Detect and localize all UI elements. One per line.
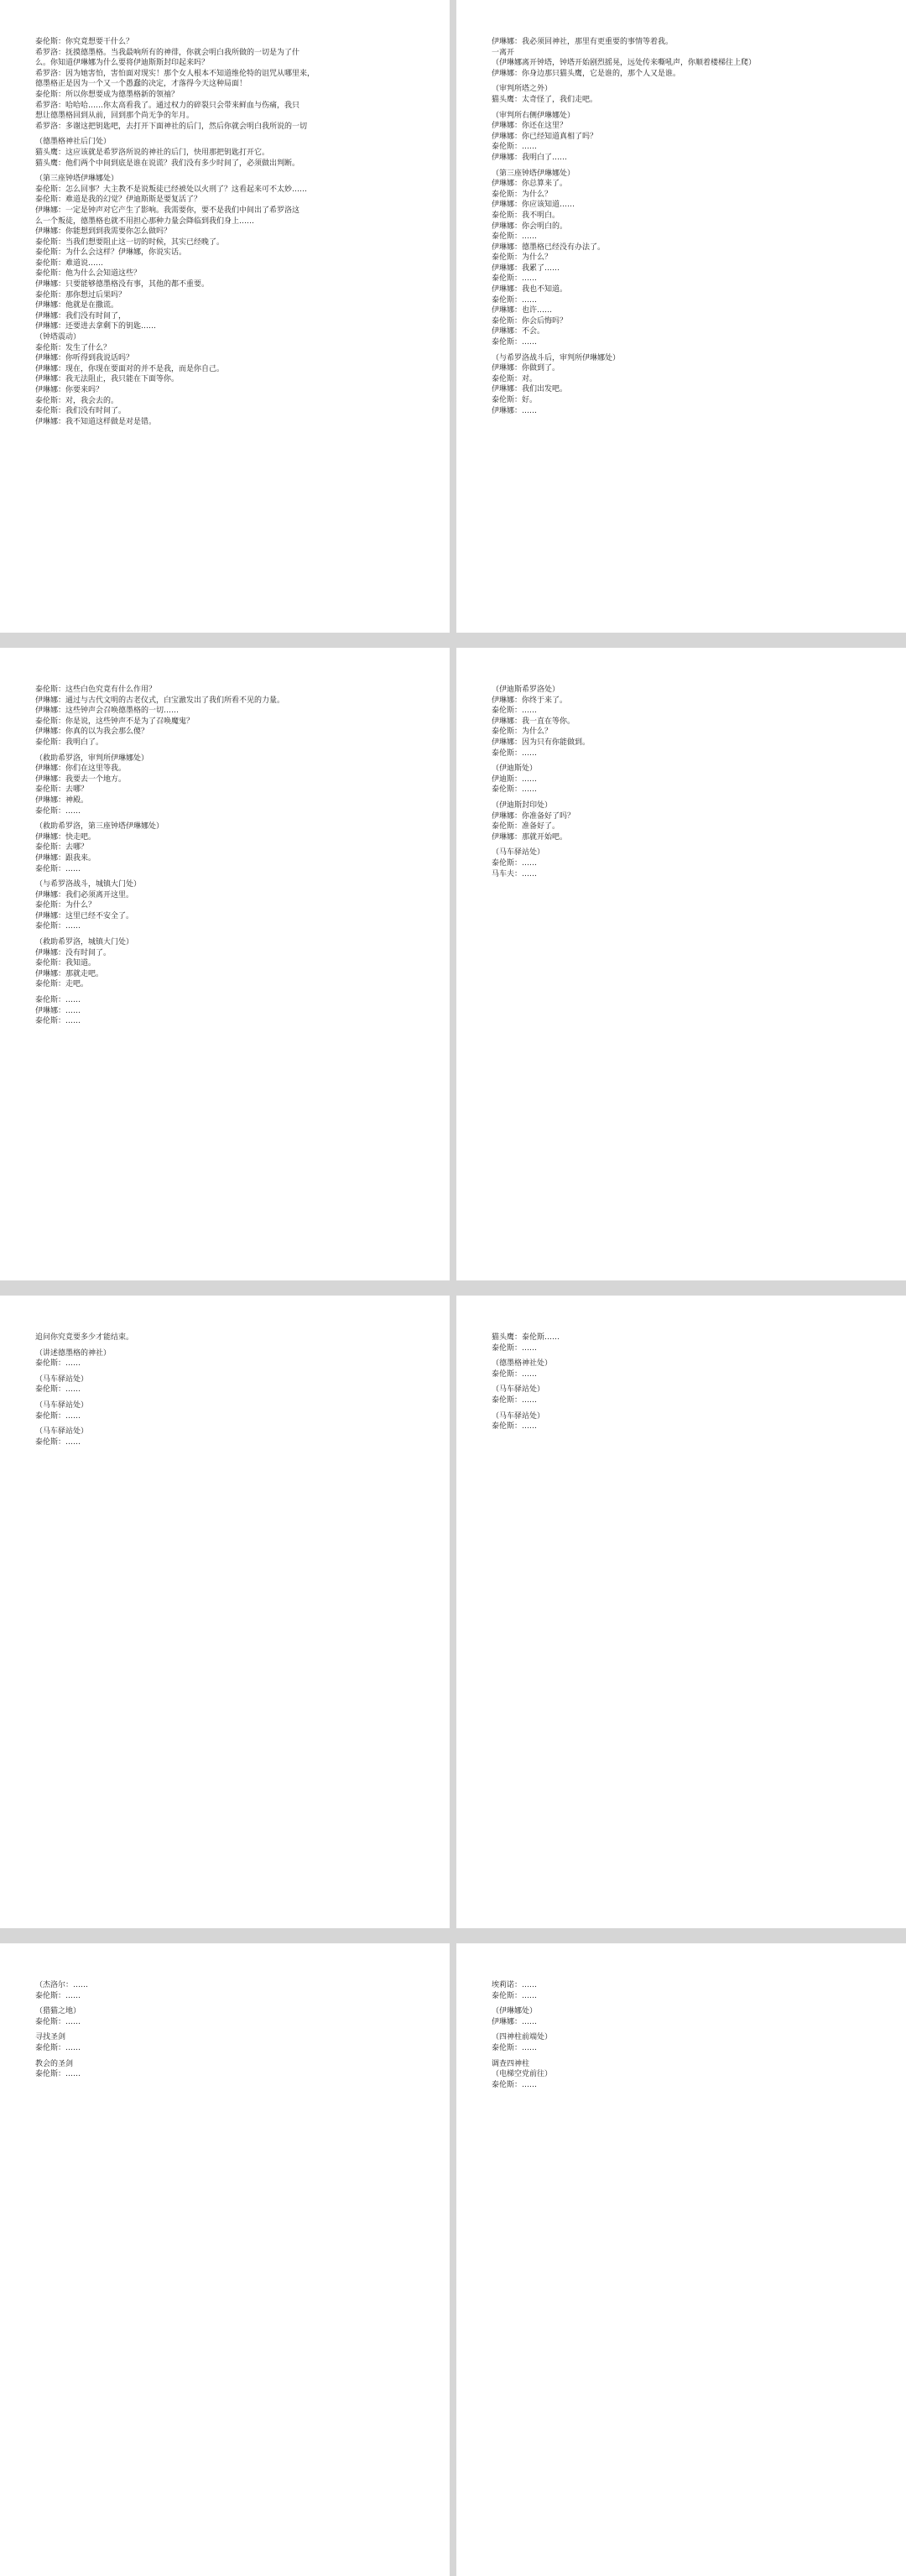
text-line: 伊琳娜：我们没有时间了，	[35, 311, 127, 321]
text-line: （第三座钟塔伊琳娜处）	[35, 175, 119, 184]
text-line: 泰伦斯：……	[492, 1422, 538, 1431]
text-line: 伊琳娜：我必须回神社，那里有更重要的事情等着我。	[492, 38, 674, 46]
text-line: 泰伦斯：你会后悔吗？	[492, 316, 568, 326]
page-text	[35, 1332, 414, 1447]
text-line: 泰伦斯：……	[492, 143, 538, 152]
text-line: 希罗洛：哈哈哈……你太高看我了。通过权力的碎裂只会带来鲜血与伤痛，我只	[35, 101, 300, 110]
text-line: 伊琳娜：跟我来。	[35, 853, 96, 863]
text-line: 泰伦斯：好。	[492, 396, 538, 404]
text-line: 追问你究竟要多少才能结束。	[35, 1333, 134, 1342]
text-line: 伊琳娜：你做到了。	[492, 364, 560, 373]
page-text	[35, 1980, 414, 2080]
text-line: 泰伦斯：为什么会这样？伊琳娜，你说实话。	[35, 248, 187, 258]
text-line: 伊琳娜：你要来吗？	[35, 386, 104, 394]
text-line: 泰伦斯：……	[35, 864, 81, 873]
text-line: 伊琳娜：你们在这里等我。	[35, 764, 127, 774]
text-line: 伊琳娜：我们出发吧。	[492, 385, 568, 394]
text-line: 泰伦斯：我们没有时间了。	[35, 407, 127, 416]
text-line: 伊琳娜：你真的以为我会那么傻？	[35, 727, 149, 737]
text-line: 泰伦斯：……	[492, 785, 538, 795]
text-line: 伊琳娜：你终于来了。	[492, 696, 568, 705]
text-line: （马车驿站处）	[35, 1374, 89, 1384]
text-line: 泰伦斯：我明白了。	[35, 738, 104, 747]
text-line: 马车夫：……	[492, 869, 538, 879]
text-line: 伊琳娜：快走吧。	[35, 832, 96, 842]
text-line: （审判所右侧伊琳娜处）	[492, 111, 575, 120]
text-line: 德墨格正是因为一个又一个愚蠢的决定，才落得今天这种局面！	[35, 80, 247, 89]
text-line: 猫头鹰：他们两个中间到底是谁在说谎？我们没有多少时间了，必须做出判断。	[35, 159, 300, 168]
text-line: 泰伦斯：……	[492, 338, 538, 347]
text-line: （审判所塔之外）	[492, 85, 553, 94]
text-line: （德墨格神社处）	[492, 1359, 553, 1369]
page-text	[35, 37, 414, 427]
text-line: 伊琳娜：我一直在等你。	[492, 717, 575, 726]
text-line: 伊琳娜：那就走吧。	[35, 969, 104, 978]
text-line: 伊琳娜：你听得到我说话吗？	[35, 354, 134, 363]
text-line: （钟塔震动）	[35, 333, 81, 342]
text-line: 伊琳娜：神殿。	[35, 795, 89, 805]
text-line: 泰伦斯：你究竟想要干什么？	[35, 38, 134, 46]
text-line: （德墨格神社后门处）	[35, 138, 112, 147]
text-line: 伊琳娜：德墨格已经没有办法了。	[492, 242, 606, 252]
text-line: 泰伦斯：……	[492, 295, 538, 305]
text-line: （四神柱前端处）	[492, 2033, 553, 2042]
text-line: （与希罗洛战斗后，审判所伊琳娜处）	[492, 353, 621, 362]
text-line: （猎猫之地）	[35, 2007, 81, 2016]
text-line: （电梯空党前往）	[492, 2070, 553, 2079]
text-line: 泰伦斯：难道是我的幻觉？伊迪斯斯是要复活了？	[35, 196, 202, 205]
text-line: 猫头鹰：太奇怪了，我们走吧。	[492, 95, 598, 104]
text-line: 伊琳娜：这些钟声会召唤德墨格的一切……	[35, 707, 180, 716]
text-line: 泰伦斯：去哪？	[35, 843, 89, 853]
text-line: 泰伦斯：走吧。	[35, 980, 89, 989]
document-page-8	[456, 1943, 906, 2576]
text-line: 教会的圣剑	[35, 2059, 74, 2068]
text-line: 泰伦斯：我不明白。	[492, 211, 560, 220]
text-line: 泰伦斯：……	[492, 274, 538, 284]
text-line: 泰伦斯：……	[492, 748, 538, 758]
text-line: 伊琳娜：你总算来了。	[492, 180, 568, 189]
text-line: （救助希罗洛，第三座钟塔伊琳娜处）	[35, 822, 164, 832]
text-line: 伊琳娜：还要进去拿剩下的钥匙……	[35, 322, 157, 331]
page-text	[35, 685, 414, 1027]
document-page-6	[456, 1296, 906, 1928]
text-line: 伊琳娜：没有时间了。	[35, 948, 112, 957]
text-line: 伊琳娜：你能想到到我需要你怎么做吗？	[35, 227, 172, 237]
text-line: （马车驿站处）	[492, 1385, 545, 1395]
text-line: 泰伦斯：你是说，这些钟声不是为了召唤魔鬼？	[35, 717, 195, 726]
text-line: （伊琳娜处）	[492, 2007, 538, 2016]
text-line: 猫头鹰：这应该就是希罗洛所说的神社的后门，快用那把钥匙打开它。	[35, 148, 270, 157]
text-line: （讲述德墨格的神社）	[35, 1348, 112, 1358]
text-line: 调查四神柱	[492, 2059, 530, 2068]
page-text	[492, 685, 871, 879]
text-line: （马车驿站处）	[492, 848, 545, 858]
text-line: 泰伦斯：当我们想要阻止这一切的时候，其实已经晚了。	[35, 237, 225, 247]
text-line: 伊琳娜：只要能够德墨格没有事，其他的都不重要。	[35, 280, 210, 289]
text-line: 伊琳娜：一定是钟声对它产生了影响。我需要你，要不是我们中间出了希罗洛这	[35, 206, 300, 215]
text-line: 泰伦斯：我知道。	[35, 959, 96, 968]
text-line: 泰伦斯：……	[492, 1343, 538, 1353]
text-line: 伊琳娜：……	[35, 1006, 81, 1015]
text-line: （杰洛尔：……	[35, 1981, 89, 1989]
text-line: 伊琳娜：……	[492, 406, 538, 415]
text-line: 么一个叛徒，德墨格也就不用担心那种力量会降临到我们身上……	[35, 216, 255, 226]
text-line: 泰伦斯：为什么？	[492, 727, 553, 737]
text-line: 泰伦斯：……	[35, 1385, 81, 1395]
text-line: 泰伦斯：……	[35, 1437, 81, 1447]
text-line: 泰伦斯：……	[35, 1017, 81, 1026]
text-line: 伊琳娜：你应该知道……	[492, 201, 575, 210]
text-line: 伊迪斯：……	[492, 774, 538, 784]
text-line: 泰伦斯：……	[35, 806, 81, 816]
text-line: 泰伦斯：……	[492, 1991, 538, 2000]
text-line: （伊琳娜离开钟塔，钟塔开始剧烈摇晃，远处传来嘶吼声，你顺着楼梯往上爬）	[492, 59, 757, 68]
text-line: （伊迪斯希罗洛处）	[492, 686, 560, 694]
document-page-4	[456, 648, 906, 1280]
text-line: 猫头鹰：泰伦斯……	[492, 1333, 560, 1342]
text-line: 伊琳娜：我明白了……	[492, 153, 568, 162]
text-line: 伊琳娜：你已经知道真相了吗？	[492, 132, 598, 141]
text-line: 泰伦斯：……	[35, 996, 81, 1005]
text-line: 泰伦斯：准备好了。	[492, 822, 560, 832]
text-line: 寻找圣剑	[35, 2033, 66, 2042]
text-line: 伊琳娜：我不知道这样做是对是错。	[35, 417, 157, 426]
text-line: （第三座钟塔伊琳娜处）	[492, 169, 575, 178]
text-line: 泰伦斯：……	[492, 858, 538, 868]
text-line: 泰伦斯：……	[35, 1411, 81, 1421]
text-line: 伊琳娜：这里已经不安全了。	[35, 911, 134, 920]
text-line: 伊琳娜：你会明白的。	[492, 222, 568, 231]
page-text	[492, 37, 871, 416]
text-line: 希罗洛：多谢这把钥匙吧，去打开下面神社的后门，然后你就会明白我所说的一切	[35, 122, 308, 131]
text-line: 泰伦斯：去哪？	[35, 785, 89, 795]
text-line: （伊迪斯封印处）	[492, 800, 553, 810]
text-line: 伊琳娜：那就开始吧。	[492, 832, 568, 842]
text-line: 泰伦斯：这些白色究竟有什么作用？	[35, 686, 157, 694]
text-line: 泰伦斯：发生了什么？	[35, 343, 112, 352]
text-line: （救助希罗洛，审判所伊琳娜处）	[35, 754, 149, 763]
text-line: 泰伦斯：难道说……	[35, 258, 104, 268]
document-page-5	[0, 1296, 450, 1928]
text-line: 伊琳娜：你还在这里？	[492, 122, 568, 131]
text-line: 么。你知道伊琳娜为什么要将伊迪斯斯封印起来吗？	[35, 59, 210, 68]
text-line: 伊琳娜：也许……	[492, 306, 553, 315]
text-line: 泰伦斯：对，我会去的。	[35, 396, 119, 405]
page-text	[492, 1332, 871, 1432]
text-line: 泰伦斯：为什么？	[492, 253, 553, 263]
text-line: 泰伦斯：……	[35, 1991, 81, 2000]
text-line: 伊琳娜：你准备好了吗？	[492, 811, 575, 821]
text-line: 泰伦斯：……	[35, 922, 81, 931]
text-line: 泰伦斯：为什么？	[492, 190, 553, 199]
text-line: 希罗洛：抚摸德墨格。当我最响所有的神徘，你就会明白我所做的一切是为了什	[35, 48, 300, 57]
text-line: 伊琳娜：我要去一个地方。	[35, 774, 127, 784]
text-line: 泰伦斯：……	[35, 2070, 81, 2079]
document-page-1	[0, 0, 450, 633]
text-line: 伊琳娜：他就是在撒谎。	[35, 301, 119, 310]
text-line: 泰伦斯：……	[492, 1395, 538, 1405]
text-line: 泰伦斯：……	[492, 2043, 538, 2052]
document-page-3	[0, 648, 450, 1280]
text-line: 埃莉诺：……	[492, 1981, 538, 1989]
text-line: 泰伦斯：……	[35, 2043, 81, 2052]
text-line: （马车驿站处）	[492, 1411, 545, 1421]
text-line: 伊琳娜：我无法阻止，我只能在下面等你。	[35, 375, 180, 384]
text-line: 泰伦斯：……	[492, 1369, 538, 1379]
text-line: （与希罗洛战斗，城镇大门处）	[35, 880, 142, 889]
text-line: 伊琳娜：我们必须离开这里。	[35, 890, 134, 900]
text-line: 伊琳娜：你身边那只猫头鹰，它是谁的，那个人又是谁。	[492, 69, 681, 78]
text-line: 泰伦斯：……	[35, 1359, 81, 1369]
text-line: 泰伦斯：那你想过后果吗？	[35, 290, 127, 300]
text-line: 泰伦斯：……	[492, 2080, 538, 2089]
text-line: 伊琳娜：因为只有你能做到。	[492, 738, 591, 747]
text-line: （救助希罗洛，城镇大门处）	[35, 938, 134, 947]
text-line: 泰伦斯：为什么？	[35, 901, 96, 910]
text-line: 泰伦斯：怎么回事？大主教不是说叛徒已经被处以火刑了？这看起来可不太妙……	[35, 185, 308, 194]
text-line: （马车驿站处）	[35, 1427, 89, 1437]
text-line: 伊琳娜：不会。	[492, 327, 545, 336]
text-line: 泰伦斯：所以你想要成为德墨格新的领袖？	[35, 90, 180, 99]
text-line: 伊琳娜：现在，你现在要面对的并不是我，而是你自己。	[35, 364, 225, 373]
text-line: 想让德墨格回到从前，回到那个尚无争的年月。	[35, 112, 195, 121]
text-line: 泰伦斯：他为什么会知道这些？	[35, 269, 142, 279]
text-line: （伊迪斯处）	[492, 764, 538, 774]
text-line: 泰伦斯：……	[35, 2017, 81, 2026]
text-line: 伊琳娜：通过与古代文明的古老仪式，白宝澈发出了我们所看不见的力量。	[35, 696, 285, 705]
text-line: 伊琳娜：我累了……	[492, 263, 560, 273]
text-line: 一离开	[492, 48, 515, 57]
text-line: 泰伦斯：……	[492, 232, 538, 242]
text-line: 伊琳娜：……	[492, 2017, 538, 2026]
text-line: 泰伦斯：对。	[492, 374, 538, 383]
text-line: 伊琳娜：我也不知道。	[492, 285, 568, 295]
document-page-2	[456, 0, 906, 633]
text-line: 泰伦斯：……	[492, 707, 538, 716]
text-line: （马车驿站处）	[35, 1400, 89, 1410]
page-text	[492, 1980, 871, 2090]
text-line: 希罗洛：因为她害怕，害怕面对现实！那个女人根本不知道维伦特的诅咒从哪里来，	[35, 69, 315, 78]
document-page-7	[0, 1943, 450, 2576]
